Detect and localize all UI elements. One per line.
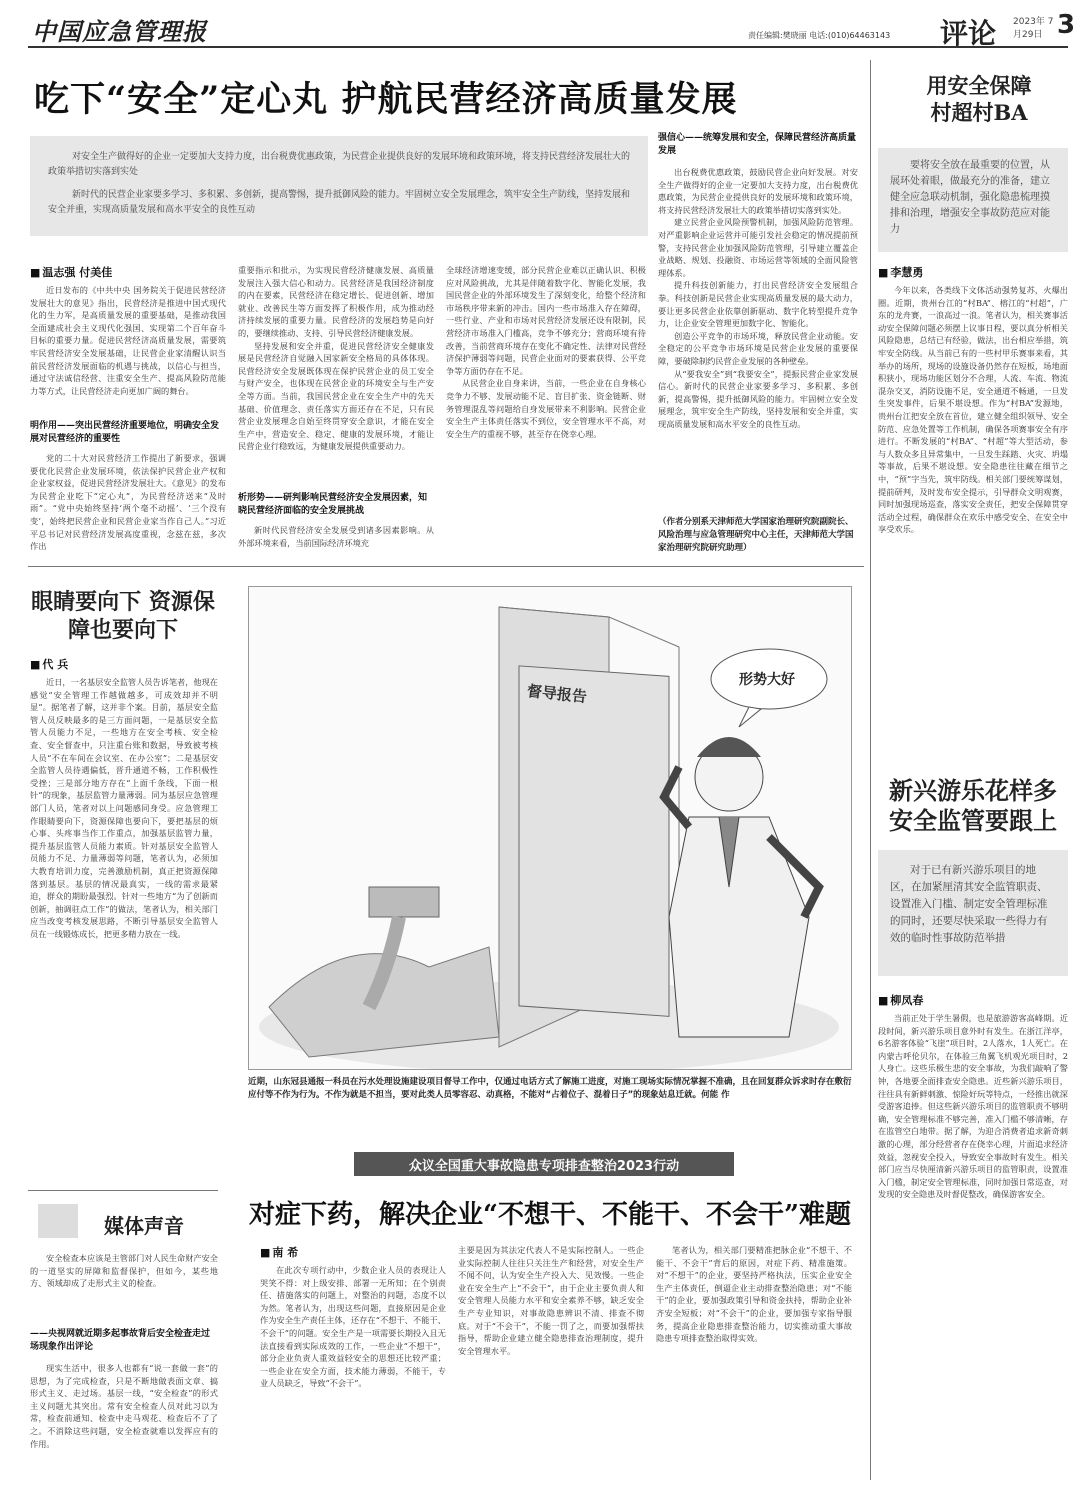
- column-divider: [870, 60, 871, 1480]
- side-top-summary-box: [878, 148, 1068, 252]
- speech-bubble-text: 形势大好: [739, 672, 795, 688]
- cartoon-illustration: [248, 586, 852, 1070]
- media-voices-header: [30, 1204, 218, 1238]
- campaign-banner-text: 众议全国重大事故隐患专项排查整治2023行动: [408, 1158, 680, 1174]
- side-mid-body: 当前正处于学生暑假，也是旅游游客高峰期。近段时间，新兴游乐项目意外时有发生。在浙江洋亭，6名游客体验“飞崖”项目时，2人落水，1人死亡。在内蒙古呼伦贝尔，在体验三角翼飞机观光项目时，2人身亡。这些乐极生悲的安全事故，为我们敲响了警钟，各地要全面排查安全隐患。近些新兴游乐项目，往往具有新鲜刺激、惊险好玩等特点，一经推出就深受游客追捧。但这些新兴游乐项目的监管职责不够明确，安全管理标准不够完善，准入门槛不够清晰，存在监管空白地带。据了解，为迎合消费者追求新奇刺激的心理，部分经营者存在侥幸心理，片面追求经济效益，忽视安全投入，导致安全事故时有发生。相关部门应当尽快厘清新兴游乐项目的监管职责，设置准入门槛，制定安全管理标准，同时加强日常巡查，对发现的安全隐患及时督促整改，确保游客安全。: [878, 1013, 1068, 1200]
- media-voices-body: 安全检查本应该是主管部门对人民生命财产安全的一道坚实的屏障和监督保护，但如今，某些地方、领域却成了走形式主义的检查。: [30, 1253, 218, 1289]
- campaign-col3: 笔者认为，相关部门要精准把脉企业“不想干、不能干、不会干”背后的原因，对症下药、精准施策。对“不想干”的企业，要坚持严格执法，压实企业安全生产主体责任，倒逼企业主动排查整治隐患；对“不能干”的企业，要加强政策引导和资金扶持，帮助企业补齐安全短板；对“不会干”的企业，要加强专家指导服务，提高企业隐患排查整治能力，切实推动重大事故隐患专项排查整治取得实效。: [656, 1245, 852, 1344]
- main-col2-text-b: [238, 524, 434, 556]
- side-top-summary: 要将安全放在最重要的位置，从展环处着眼，做最充分的准备，建立健全应急联动机制，强化隐患梳理摸排和治理，增强安全事故防范应对能力: [890, 160, 1050, 235]
- main-col4-text: [658, 166, 858, 532]
- paragraph: 党的二十大对民营经济工作提出了新要求，强调要优化民营企业发展环境，依法保护民营企业产权和企业家权益，促进民营经济发展壮大。《意见》的发布为民营企业吃下“定心丸”，为民营经济送来“及时雨”。“党中央始终坚持‘两个毫不动摇’、‘三个没有变’，始终把民营企业和民营企业家当作自己人。”习近平总书记对民营经济发展高度重视，念兹在兹，多次作出: [30, 453, 226, 552]
- paper-name: 中国应急管理报: [32, 17, 207, 46]
- paragraph: 坚持发展和安全并重，促进民营经济安全健康发展是民营经济自觉融入国家新安全格局的具体体现。民营经济安全发展既体现在保护民营企业的员工安全与财产安全，也体现在民营企业的环境安全与生产安全等方面。当前，我国民营企业在安全生产中的先天基础、价值理念、责任落实方面还存在不足，只有民营企业发展理念自始至终贯穿安全意识，才能在安全生产中，营造安全、稳定、健康的发展环境，才能让民营企业行稳致远，为健康发展提供重要动力。: [238, 340, 434, 452]
- media-voices-body2: 现实生活中，很多人也都有“说一套做一套”的思想，为了完成检查，只是不断地做表面文章、搞形式主义、走过场。基层一线，“安全检查”的形式主义问题尤其突出。常有安全检查人员对此习以为常，检查前通知、检查中走马观花、检查后不了了之。不消除这些问题，安全检查就难以发挥应有的作用。: [30, 1363, 218, 1449]
- side-top-byline: ■ 李慧勇: [878, 264, 923, 280]
- subhead-clarify-role: 明作用——突出民营经济重要地位，明确安全发展对民营经济的重要性: [30, 421, 220, 444]
- section-rule: [28, 566, 864, 567]
- lead-summary-2: 新时代的民营企业家要多学习、多积累、多创新，提高警惕，提升抵御风险的能力。牢固树立安全发展理念，筑牢安全生产防线，坚持发展和安全并重，实现高质量发展和高水平安全的良性互动: [48, 190, 631, 215]
- left-article-body: 近日，一名基层安全监管人员告诉笔者，他现在感觉“安全管理工作越做越多，可成效却并不明显”。据笔者了解，这并非个案。目前，基层安全监管人员反映最多的是三方面问题，一是基层安全监管人员能力不足，一些地方在安全考核、安全检查、安全督查中，只注重台账和数据，导致被考核人员“不在车间在会议室、在办公室”；二是基层安全监管人员待遇偏低，晋升通道不畅，工作积极性受挫；三是部分地方存在“上面千条线，下面一根针”的现象，基层监管力量薄弱。同为基层应急管理部门人员，笔者对以上问题感同身受。应急管理工作眼睛要向下，资源保障也要向下，要把基层的烦心事、头疼事当作工作重点，加强基层监管力量，提升基层监管人员能力素质。针对基层安全监管人员能力不足、力量薄弱等问题，笔者认为，必须加大教育培训力度，完善激励机制，真正把资源保障落到基层。基层的情况最真实，一线的需求最紧迫，群众的期盼最强烈。针对一些地方“为了创新而创新，抽调驻点工作”的做法，笔者认为，相关部门应当改变考核发展思路，不断引导基层安全监管人员在一线锻炼成长，把更多精力放在一线。: [30, 677, 218, 939]
- side-mid-byline: ■ 柳凤春: [878, 992, 923, 1008]
- side-mid-summary-box: [878, 850, 1068, 976]
- side-top-title: 用安全保障村超村BA: [926, 73, 1032, 125]
- left-article-title: 眼睛要向下 资源保障也要向下: [31, 589, 215, 643]
- main-headline: 吃下“安全”定心丸 护航民营经济高质量发展: [34, 79, 738, 120]
- paragraph: 从民营企业自身来讲，当前，一些企业在自身核心竞争力不够、发展动能不足、盲目扩张、资金链断、财务管理混乱等问题给自身发展带来不利影响。民营企业安全生产主体责任落实不到位，安全管理水平不高，对安全生产的重视不够，甚至存在侥幸心理。: [446, 378, 646, 439]
- cartoon-caption: 近期，山东冠县通报一科员在污水处理设施建设项目督导工作中，仅通过电话方式了解施工进度，对施工现场实际情况掌握不准确，且在回复群众诉求时存在敷衍应付等不作为行为。不作为就是不担当，要对此类人员零容忍、动真格，不能对“占着位子、混着日子”的现象姑息迁就。何能 作: [248, 1077, 852, 1100]
- paragraph: 全球经济增速变缓，部分民营企业难以正确认识、积极应对风险挑战，尤其是伴随着数字化、智能化发展，我国民营企业的外部环境发生了深刻变化，给整个经济和市场秩序带来新的冲击。国内一些市场准入存在障碍，一些行业、产业和市场对民营经济发展还设有限制，民营经济市场准入门槛高，竞争不够充分；营商环境有待改善，当前营商环境存在变化不确定性、法律对民营经济保护薄弱等问题，民营企业面对的要素获得、公平竞争等方面仍存在不足。: [446, 265, 646, 376]
- page-number: 3: [1056, 10, 1076, 40]
- paragraph: 创造公平竞争的市场环境，释放民营企业动能。安全稳定的公平竞争市场环境是民营企业发展的重要保障，要破除制约民营企业发展的各种壁垒。: [658, 330, 858, 366]
- side-mid-summary: 对于已有新兴游乐项目的地区，在加紧厘清其安全监管职责、设置准入门槛、制定安全管理标准的同时，还要尽快采取一些得力有效的临时性事故防范举措: [890, 864, 1048, 944]
- main-col3-text: [446, 264, 646, 554]
- lead-summary-1: 对安全生产做得好的企业一定要加大支持力度，出台税费优惠政策，为民营企业提供良好的发展环境和政策环境，将支持民营经济发展壮大的政策举措切实落到实处: [48, 152, 631, 177]
- media-voices-title: 媒体声音: [104, 1214, 184, 1238]
- paragraph: 从“要我安全”到“我要安全”，提振民营企业家发展信心。新时代的民营企业家要多学习、多积累、多创新，提高警惕，提升抵御风险的能力。牢固树立安全发展理念，筑牢安全生产防线，坚持发展和安全并重，实现高质量发展和高水平安全的良性互动。: [658, 368, 858, 429]
- quote-mark-icon: [38, 1204, 78, 1238]
- editor-line: 责任编辑:樊晓丽 电话:(010)64463143: [748, 31, 891, 40]
- masthead: [28, 6, 1076, 50]
- side-top-body: 今年以来，各类线下文体活动强势复苏，火爆出圈。近期，贵州台江的“村BA”、榕江的“村超”，广东的龙舟赛，一浪高过一浪。笔者认为，相关赛事活动安全保障问题必须摆上议事日程，要以真分析相关风险隐患，总结已有经验，做法，出台相应举措，筑牢安全防线。从当前已有的一些村甲乐赛事来看，其举办的场所，现场的设施设备仍然存在短板，场地面积狭小，现场功能区划分不合理，人流、车流、物流混杂交叉，消防设施不足，安全通道不畅通，一旦发生突发事件，后果不堪设想。作为“村BA”发源地，贵州台江把安全放在首位，建立健全组织领导、安全防范、应急处置等工作机制，确保各项赛事安全有序进行。不断发展的“村BA”、“村超”等大型活动，参与人数众多且异常集中，一旦发生踩踏、火灾、坍塌等事故，后果不堪设想。安全隐患往往藏在细节之中，“预”字当先，筑牢防线。相关部门要统筹谋划，提前研判，及时发布安全提示，引导群众文明观赛，同时加强现场巡查，落实安全责任，把安全保障贯穿活动全过程，确保群众在欢乐中感受安全、在安全中享受欢乐。: [878, 285, 1068, 535]
- subhead-analyze-situation: 析形势——研判影响民营经济安全发展因素，知晓民营经济面临的安全发展挑战: [238, 493, 428, 516]
- paragraph: 新时代民营经济安全发展受到诸多因素影响。从外部环境来看，当前国际经济环境充: [238, 525, 434, 548]
- paragraph: 建立民营企业风险预警机制，加强风险防范管理。对严重影响企业运营并可能引发社会稳定的情况提前预警，支持民营企业加强风险防范管理，引导建立覆盖企业战略、规划、投融资、市场运营等领域的全面风险管理体系。: [658, 217, 858, 278]
- report-label: 督导报告: [526, 681, 588, 707]
- media-voices-subhead: ——央视网就近期多起事故背后安全检查走过场现象作出评论: [30, 1329, 211, 1352]
- campaign-banner: [354, 1152, 734, 1176]
- section-label: 评论: [940, 17, 997, 50]
- section-rule: [28, 1190, 218, 1191]
- campaign-title: 对症下药，解决企业“不想干、不能干、不会干”难题: [249, 1200, 851, 1230]
- paragraph: 近日发布的《中共中央 国务院关于促进民营经济发展壮大的意见》指出，民营经济是推进中国式现代化的生力军，是高质量发展的重要基础，是推动我国全面建成社会主义现代化强国、实现第二个百年奋斗目标的重要力量。促进民营经济高质量发展，需要筑牢民营经济安全发展基础，让民营企业家清醒认识当前民营经济发展面临的机遇与挑战，以信心与担当，通过守法诚信经营、注重安全生产、提高风险防范能力等方式，让民营经济走向更加广阔的舞台。: [30, 285, 226, 396]
- paragraph: 出台税费优惠政策，鼓励民营企业向好发展。对安全生产做得好的企业一定要加大支持力度，出台税费优惠政策，为民营企业提供良好的发展环境和政策环境，将支持民营经济发展壮大的政策举措切实落到实处。: [658, 167, 858, 215]
- campaign-col1: 在此次专项行动中，少数企业人员的表现让人哭笑不得：对上级安排、部署一无所知；在个别责任、措施落实的问题上，对整治的问题，态度不以为然。笔者认为，出现这些问题，直接原因是企业作为安全生产责任主体，还存在“不想干、不能干、不会干”的问题。安全生产是一项需要长期投入且无法直接看到实际成效的工作，一些企业“不想干”，部分企业负责人重效益轻安全的思想还比较严重；一些企业在安全方面，技术能力薄弱，不能干，专业人员缺乏，导致“不会干”。: [260, 1265, 446, 1389]
- paragraph: 重要指示和批示，为实现民营经济健康发展、高质量发展注入强大信心和动力。民营经济是我国经济制度的内在要素，民营经济在稳定增长、促进创新、增加就业、改善民生等方面发挥了积极作用，成为推动经济持续发展的重要力量。民营经济的发展趋势是向好的，要继续推动、支持、引导民营经济健康发展。: [238, 265, 434, 338]
- lead-summary-box: [30, 136, 648, 236]
- campaign-col2: 主要是因为其法定代表人不是实际控制人。一些企业实际控制人往往只关注生产和经营，对安全生产不闻不问，认为安全生产投入大、见效慢。一些企业在安全生产上“不会干”，由于企业主要负责人和安全管理人员能力水平和安全素养不够，缺乏安全生产专业知识，对事故隐患辨识不清、排查不彻底。对于“不会干”，不能一罚了之，而要加强帮扶指导，帮助企业建立健全隐患排查治理制度，提升安全管理水平。: [458, 1245, 644, 1356]
- main-col1-text-a: [30, 284, 226, 416]
- subhead-strong-confidence: 强信心——统筹发展和安全，保障民营经济高质量发展: [658, 133, 857, 156]
- campaign-byline: ■ 南 希: [260, 1244, 298, 1260]
- main-col2-text-a: [238, 264, 434, 490]
- paragraph: 提升科技创新能力，打出民营经济安全发展组合拳。科技创新是民营企业实现高质量发展的最大动力，要让更多民营企业依靠创新驱动、数字化转型提升竞争力，让企业安全管理更加数字化、智能化。: [658, 280, 858, 329]
- side-mid-title: 新兴游乐花样多 安全监管要跟上: [889, 776, 1057, 835]
- issue-date: 2023年 7月29日: [1013, 17, 1054, 40]
- cartoon-drawing: [249, 587, 852, 1070]
- main-byline: ■ 温志强 付美佳: [30, 264, 112, 280]
- main-col1-text-b: [30, 452, 226, 556]
- author-note: （作者分别系天津师范大学国家治理研究院副院长、风险治理与应急管理研究中心主任，天津师范大学国家治理研究院研究助理）: [658, 517, 854, 553]
- left-article-byline: ■ 代 兵: [30, 656, 68, 672]
